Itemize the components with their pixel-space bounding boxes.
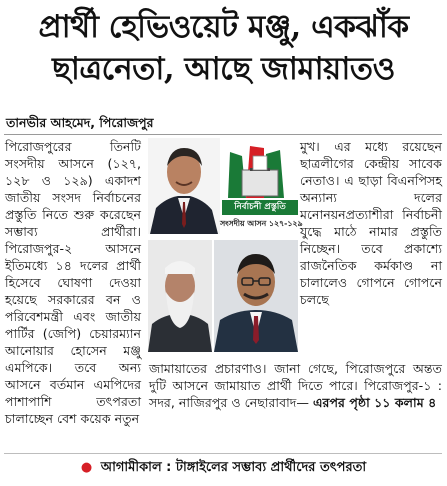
portrait-image	[148, 240, 212, 352]
body-column-right: মুখ। এর মধ্যে রয়েছেন ছাত্রলীগের কেন্দ্রীয় সাবেক নেতাও। এ ছাড়া বিএনপিসহ অন্যান্য দলের মনোনয়নপ্রত্যাশীরা নির্বাচনী যুদ্ধে মাঠে নামার প্রস্তুতি নিচ্ছেন। তবে প্রকাশ্যে রাজনৈতিক কর্মকাণ্ড না চালালেও গোপনে গোপনে চলছে	[300, 139, 442, 307]
headline-line-1: প্রার্থী হেভিওয়েট মঞ্জু, একঝাঁক	[38, 9, 409, 45]
byline: তানভীর আহমেদ, পিরোজপুর	[6, 115, 154, 130]
body-column-left: পিরোজপুরের তিনটি সংসদীয় আসনে (১২৭, ১২৮ ও ১২৯) একাদশ জাতীয় সংসদ নির্বাচনের প্রস্তুতি নিতে শুরু করেছেন সম্ভাব্য প্রার্থীরা। পিরোজপুর-২ আসনে ইতিমধ্যে ১৪ দলের প্রার্থী হিসেবে ঘোষণা দেওয়া হয়েছে সরকারের বন ও পরিবেশমন্ত্রী এবং জাতীয় পার্টির (জেপি) চেয়ারম্যান আনোয়ার হোসেন মঞ্জু এমপিকে। তবে অন্য আসনে বর্তমান এমপিদের পাশাপাশি তৎপরতা চালাচ্ছেন বেশ কয়েক নতুন	[5, 139, 141, 426]
bullet-icon: ●	[80, 460, 93, 475]
body-column-bottom	[149, 360, 442, 411]
footer-teaser	[0, 458, 447, 479]
headline-line-2: ছাত্রনেতা, আছে জামায়াতও	[52, 51, 395, 87]
candidate-photo-2	[148, 240, 212, 352]
emblem-subtitle: সংসদীয় আসন ১২৭-১২৯	[220, 219, 303, 228]
body-bottom-text: জামায়াতের প্রচারণাও। জানা গেছে, পিরোজপুরে অন্তত দুটি আসনে জামায়াত প্রার্থী দিতে পারে। পিরোজপুর-১ : সদর, নাজিরপুর ও নেছারাবাদ—	[149, 361, 442, 410]
ballot-box-icon	[220, 138, 300, 200]
continuation-reference: এরপর পৃষ্ঠা ১১ কলাম ৪	[312, 395, 437, 410]
emblem-title: নির্বাচনী প্রস্তুতি	[222, 200, 298, 215]
candidate-photo-1	[148, 138, 220, 234]
portrait-image	[148, 138, 220, 234]
footer-text: আগামীকাল : টাঙ্গাইলের সম্ভাব্য প্রার্থীদের তৎপরতা	[100, 460, 367, 475]
portrait-image	[214, 240, 298, 352]
headline	[0, 0, 447, 90]
footer-divider	[4, 453, 442, 454]
byline-divider	[4, 134, 442, 135]
candidate-photo-3	[214, 240, 298, 352]
election-emblem	[220, 138, 303, 234]
